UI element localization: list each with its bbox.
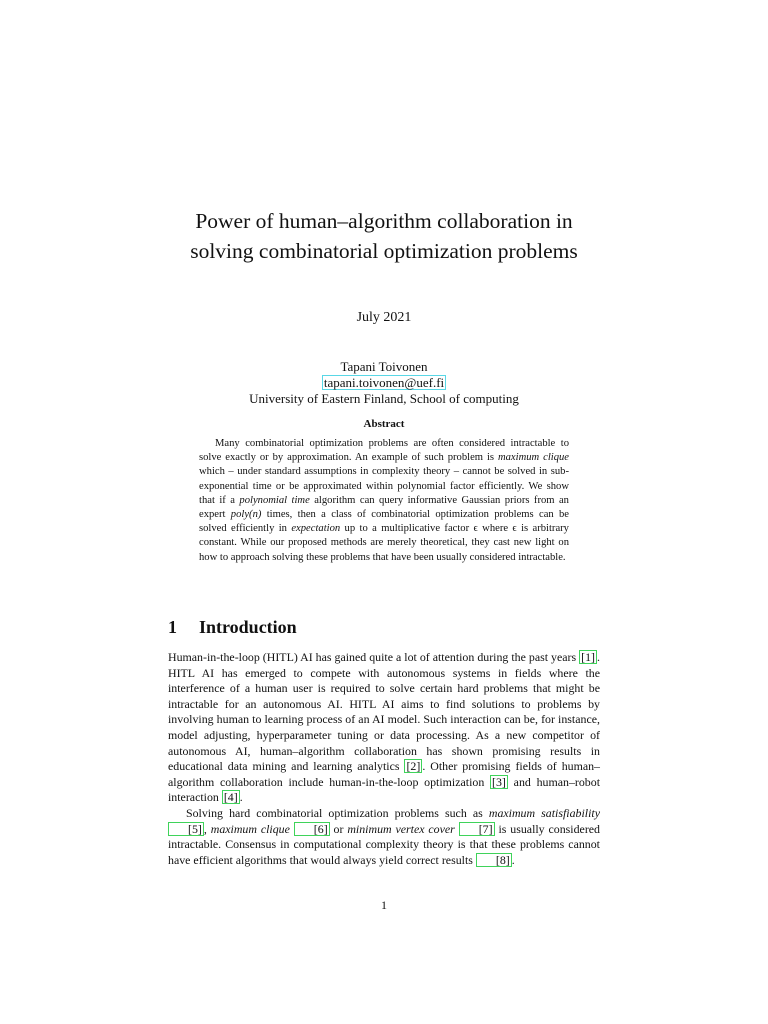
citation-link[interactable]: [3] <box>492 774 506 789</box>
title-line-1: Power of human–algorithm collaboration in <box>195 209 573 233</box>
author-name: Tapani Toivonen <box>340 359 428 374</box>
abstract-run: algorithm can query informative Gaussian priors from an expert <box>199 494 569 521</box>
citation-link[interactable]: [8] <box>476 853 512 867</box>
intro-paragraph-2 <box>168 806 600 868</box>
emphasis-text: maximum clique <box>210 821 290 836</box>
introduction-body <box>168 650 600 868</box>
abstract-run: up to a multiplicative factor ϵ where ϵ is arbitrary constant. While our proposed methods are merely theoretical, they cast new light on how to approach solving these problems that have been usually considered intractable. <box>199 523 569 563</box>
author-block <box>0 359 768 407</box>
page-number: 1 <box>381 898 387 912</box>
abstract-emphasis: polynomial time <box>239 494 310 506</box>
text-run: Solving hard combinatorial optimization problems such as <box>186 805 489 820</box>
title-line-2: solving combinatorial optimization problems <box>190 239 578 263</box>
citation-link[interactable]: [5] <box>168 822 204 836</box>
abstract-emphasis: maximum clique <box>497 452 569 464</box>
author-affiliation: University of Eastern Finland, School of computing <box>249 391 519 406</box>
text-run: , <box>203 821 211 836</box>
citation-link[interactable]: [2] <box>406 759 421 774</box>
section-number: 1 <box>168 617 177 637</box>
abstract-run: times, then a class of combinatorial optimization problems can be solved efficiently in <box>199 509 570 535</box>
text-run: . <box>511 852 515 867</box>
text-run: . <box>239 790 243 805</box>
text-run: is usually considered intractable. Consensus in computational complexity theory is that these problems cannot have efficient algorithms that would always yield correct results <box>168 821 600 867</box>
abstract-emphasis: expectation <box>291 523 341 535</box>
text-run: and human–robot interaction <box>168 774 600 805</box>
abstract-run: Many combinatorial optimization problems are often considered intractable to solve exactly or by approximation. An example of such problem is <box>199 438 569 464</box>
section-heading-introduction <box>168 617 297 638</box>
text-run: . Other promising fields of human–algorithm collaboration include human-in-the-loop optimization <box>168 759 600 789</box>
paper-date: July 2021 <box>356 310 412 325</box>
abstract-heading: Abstract <box>363 418 405 430</box>
emphasis-text: maximum satisfiability <box>488 805 600 820</box>
section-title: Introduction <box>199 617 297 637</box>
text-run: Human-in-the-loop (HITL) AI has gained quite a lot of attention during the past years <box>168 650 580 664</box>
citation-link[interactable]: [7] <box>459 822 495 836</box>
text-run: . HITL AI has emerged to compete with autonomous systems in fields where the interference of a human user is required to solve certain hard problems that might be intractable for an autonomous AI. HITL AI aims to find solutions to problems by involving human to learning process of an AI model. Such interaction can be, for instance, model adjusting, hyperparameter tuning or data processing. As a new competitor of autonomous AI, human–algorithm collaboration has shown promising results in educational data mining and learning analytics <box>168 650 600 774</box>
author-email-link[interactable]: tapani.toivonen@uef.fi <box>323 375 445 390</box>
paper-title <box>0 206 768 266</box>
abstract-run: which – under standard assumptions in complexity theory – cannot be solved in sub-exponential time or be approximated within polynomial factor efficiently. We show that if a <box>199 466 569 506</box>
citation-link[interactable]: [6] <box>294 822 330 836</box>
emphasis-text: minimum vertex cover <box>347 821 455 836</box>
intro-paragraph-1 <box>168 650 600 806</box>
abstract-emphasis: poly(n) <box>230 509 262 521</box>
citation-link[interactable]: [4] <box>223 790 238 805</box>
citation-link[interactable]: [1] <box>581 650 596 664</box>
text-run: or <box>329 821 348 836</box>
abstract-text <box>199 437 569 565</box>
